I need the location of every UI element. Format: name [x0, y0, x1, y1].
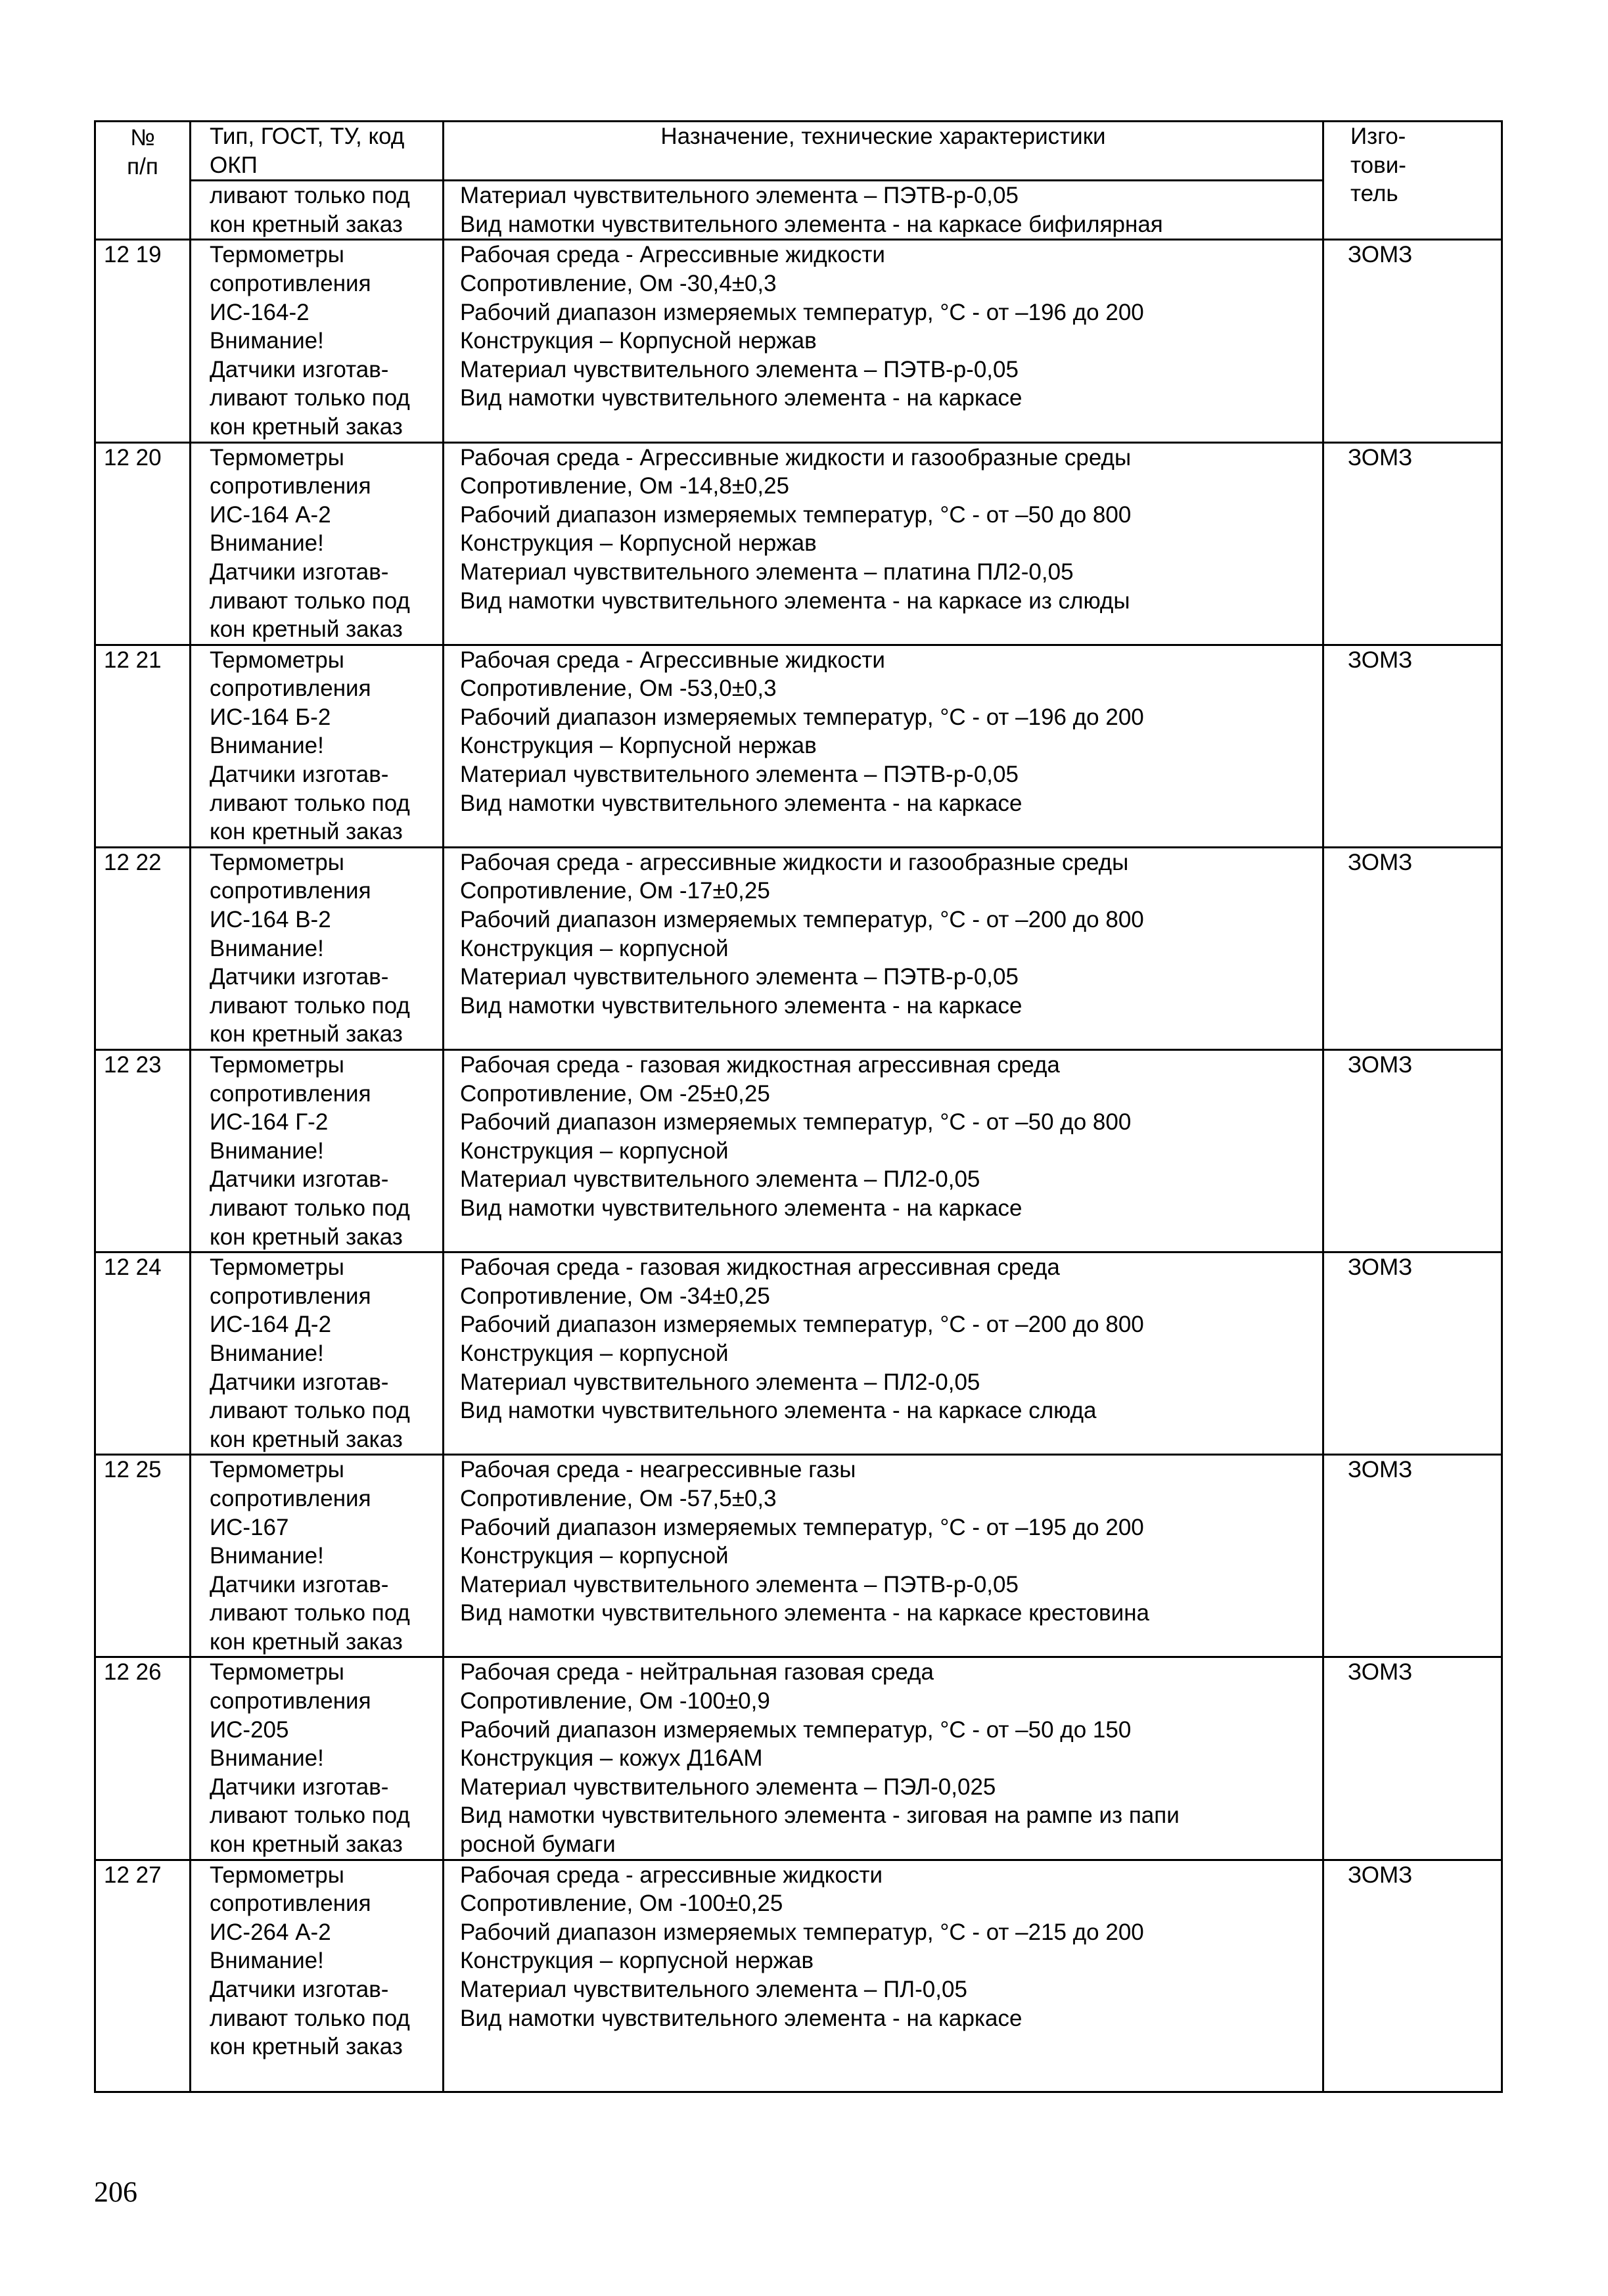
row-type-line: Внимание!: [210, 1340, 324, 1366]
row-type-line: Термометры: [210, 1862, 344, 1888]
row-description-line: Вид намотки чувствительного элемента - на каркасе: [460, 385, 1022, 411]
row-type-line: ИС-167: [210, 1514, 289, 1540]
header-manufacturer-line: Изго-: [1350, 124, 1406, 149]
table-row: [95, 1050, 1502, 1252]
row-type-line: Датчики изготав-: [210, 356, 389, 382]
row-description-line: Материал чувствительного элемента – ПЭТВ-р-0,05: [460, 1571, 1019, 1597]
row-type-line: Внимание!: [210, 1745, 324, 1772]
row-description: [444, 1455, 1323, 1657]
spec-table: [94, 120, 1503, 2093]
row-type-line: кон кретный заказ: [210, 819, 403, 845]
row-type-line: ИС-164 А-2: [210, 501, 331, 528]
row-type-line: сопротивления: [210, 1688, 371, 1714]
row-description-line: Конструкция – корпусной: [460, 1137, 729, 1164]
row-description-line: Конструкция – корпусной нержав: [460, 1948, 814, 1974]
row-type-line: Термометры: [210, 242, 344, 268]
row-description-line: Вид намотки чувствительного элемента - на каркасе: [460, 1195, 1022, 1221]
row-description-line: Рабочая среда - неагрессивные газы: [460, 1457, 856, 1483]
row-type-line: ИС-205: [210, 1716, 289, 1743]
row-type: [191, 442, 444, 645]
row-description: [444, 847, 1323, 1049]
row-description-line: Рабочая среда - агрессивные жидкости и газообразные среды: [460, 849, 1129, 875]
row-type-line: сопротивления: [210, 878, 371, 904]
row-type-line: Термометры: [210, 849, 344, 875]
row-type-line: Датчики изготав-: [210, 1369, 389, 1395]
continuation-type-line: ливают только под: [210, 183, 410, 209]
row-description-line: Материал чувствительного элемента – ПЭТВ-р-0,05: [460, 356, 1019, 382]
row-type-line: Внимание!: [210, 530, 324, 557]
header-description: [444, 122, 1323, 181]
row-type-line: ливают только под: [210, 1195, 410, 1221]
row-type-line: ИС-164-2: [210, 299, 310, 325]
row-description-line: Конструкция – корпусной: [460, 1543, 729, 1569]
table-body: [95, 240, 1502, 2092]
table-header: [95, 122, 1502, 240]
row-description-line: Материал чувствительного элемента – платина ПЛ2-0,05: [460, 559, 1074, 585]
row-description-line: Вид намотки чувствительного элемента - на каркасе: [460, 790, 1022, 816]
header-type-line: ОКП: [210, 152, 258, 178]
continuation-description-line: Материал чувствительного элемента – ПЭТВ-р-0,05: [460, 183, 1019, 209]
row-type-line: кон кретный заказ: [210, 1426, 403, 1452]
row-description: [444, 1252, 1323, 1455]
row-type-line: ливают только под: [210, 587, 410, 614]
continuation-description: [444, 181, 1323, 240]
table-row: [95, 645, 1502, 847]
row-type-line: кон кретный заказ: [210, 1224, 403, 1250]
row-type-line: Внимание!: [210, 733, 324, 759]
row-type: [191, 1050, 444, 1252]
row-type-line: кон кретный заказ: [210, 1021, 403, 1047]
row-description-line: Материал чувствительного элемента – ПЭЛ-0,025: [460, 1774, 996, 1800]
table-row: [95, 1455, 1502, 1657]
row-description-line: Сопротивление, Ом -14,8±0,25: [460, 473, 790, 499]
row-number: 12 26: [95, 1657, 191, 1860]
header-type-line: Тип, ГОСТ, ТУ, код: [210, 124, 405, 149]
row-type-line: сопротивления: [210, 270, 371, 296]
row-number: 12 24: [95, 1252, 191, 1455]
row-description-line: Сопротивление, Ом -53,0±0,3: [460, 676, 777, 702]
row-description-line: Рабочий диапазон измеряемых температур, °С - от –196 до 200: [460, 704, 1144, 730]
header-num-line: №: [130, 125, 155, 150]
table-row: [95, 240, 1502, 442]
row-type-line: сопротивления: [210, 1485, 371, 1511]
row-description-line: Вид намотки чувствительного элемента - на каркасе крестовина: [460, 1600, 1149, 1626]
row-description: [444, 1860, 1323, 2092]
row-description-line: Сопротивление, Ом -100±0,9: [460, 1688, 770, 1714]
row-type-line: ливают только под: [210, 2005, 410, 2031]
row-type-line: кон кретный заказ: [210, 1628, 403, 1655]
row-description-line: Конструкция – Корпусной нержав: [460, 530, 817, 557]
header-manufacturer: [1323, 122, 1502, 240]
header-manufacturer-line: тель: [1350, 181, 1398, 207]
row-description-line: Рабочая среда - нейтральная газовая среда: [460, 1659, 934, 1686]
row-type-line: сопротивления: [210, 1891, 371, 1917]
row-description-line: Конструкция – кожух Д16АМ: [460, 1745, 763, 1772]
row-manufacturer: ЗОМЗ: [1323, 1657, 1502, 1860]
continuation-type: [191, 181, 444, 240]
row-type-line: ИС-164 Г-2: [210, 1109, 329, 1136]
row-description-line: Сопротивление, Ом -100±0,25: [460, 1891, 783, 1917]
row-description-line: Рабочий диапазон измеряемых температур, °С - от –50 до 800: [460, 501, 1132, 528]
row-type-line: ливают только под: [210, 1600, 410, 1626]
row-type-line: Термометры: [210, 1659, 344, 1686]
row-description-line: Материал чувствительного элемента – ПЭТВ-р-0,05: [460, 762, 1019, 788]
row-description-line: Вид намотки чувствительного элемента - на каркасе: [460, 2005, 1022, 2031]
row-number: 12 21: [95, 645, 191, 847]
row-manufacturer: ЗОМЗ: [1323, 645, 1502, 847]
row-description-line: Вид намотки чувствительного элемента - зиговая на рампе из папи: [460, 1802, 1180, 1829]
row-description-line: Материал чувствительного элемента – ПЭТВ-р-0,05: [460, 964, 1019, 990]
row-description-line: Вид намотки чувствительного элемента - на каркасе из слюды: [460, 587, 1130, 614]
row-type: [191, 1657, 444, 1860]
row-type-line: Термометры: [210, 1457, 344, 1483]
row-type: [191, 847, 444, 1049]
row-description: [444, 442, 1323, 645]
row-description-line: Сопротивление, Ом -25±0,25: [460, 1080, 770, 1107]
row-manufacturer: ЗОМЗ: [1323, 1050, 1502, 1252]
page-number: 206: [94, 2176, 137, 2208]
row-type-line: Внимание!: [210, 1948, 324, 1974]
row-description-line: Рабочий диапазон измеряемых температур, °С - от –200 до 800: [460, 907, 1144, 933]
row-description-line: Рабочий диапазон измеряемых температур, °С - от –50 до 800: [460, 1109, 1132, 1136]
row-type-line: ИС-164 Д-2: [210, 1312, 332, 1338]
row-number: 12 23: [95, 1050, 191, 1252]
row-type-line: Термометры: [210, 1254, 344, 1281]
row-manufacturer: ЗОМЗ: [1323, 442, 1502, 645]
row-description-line: Рабочий диапазон измеряемых температур, °С - от –215 до 200: [460, 1919, 1144, 1945]
row-description-line: Конструкция – корпусной: [460, 935, 729, 961]
row-type-line: Внимание!: [210, 1543, 324, 1569]
header-description-text: Назначение, технические характеристики: [660, 124, 1106, 149]
row-description-line: Рабочий диапазон измеряемых температур, °С - от –196 до 200: [460, 299, 1144, 325]
row-type-line: Датчики изготав-: [210, 559, 389, 585]
row-manufacturer: ЗОМЗ: [1323, 1860, 1502, 2092]
row-manufacturer: ЗОМЗ: [1323, 847, 1502, 1049]
row-description-line: Рабочий диапазон измеряемых температур, °С - от –200 до 800: [460, 1312, 1144, 1338]
row-type-line: сопротивления: [210, 1283, 371, 1309]
row-type-line: ИС-264 А-2: [210, 1919, 331, 1945]
row-description-line: Рабочий диапазон измеряемых температур, °С - от –50 до 150: [460, 1716, 1132, 1743]
row-description-line: Материал чувствительного элемента – ПЛ-0,05: [460, 1977, 967, 2002]
row-type-line: Датчики изготав-: [210, 1774, 389, 1800]
row-type-line: Термометры: [210, 1052, 344, 1078]
row-type-line: Термометры: [210, 444, 344, 471]
row-number: 12 25: [95, 1455, 191, 1657]
row-description-line: Сопротивление, Ом -57,5±0,3: [460, 1485, 777, 1511]
row-type: [191, 1455, 444, 1657]
row-type-line: ливают только под: [210, 790, 410, 816]
row-description-line: Рабочая среда - агрессивные жидкости: [460, 1862, 883, 1888]
table-row: [95, 1860, 1502, 2092]
row-type-line: Датчики изготав-: [210, 1571, 389, 1597]
header-num: [95, 122, 191, 240]
row-type-line: ливают только под: [210, 385, 410, 411]
row-type-line: сопротивления: [210, 676, 371, 702]
row-description: [444, 1050, 1323, 1252]
row-manufacturer: ЗОМЗ: [1323, 240, 1502, 442]
row-description-line: Конструкция – корпусной: [460, 1340, 729, 1366]
row-description-line: Материал чувствительного элемента – ПЛ2-0,05: [460, 1166, 980, 1193]
header-num-line: п/п: [127, 153, 158, 179]
row-manufacturer: ЗОМЗ: [1323, 1252, 1502, 1455]
row-number: 12 27: [95, 1860, 191, 2092]
row-type-line: сопротивления: [210, 1080, 371, 1107]
row-type-line: ливают только под: [210, 1398, 410, 1424]
row-description: [444, 645, 1323, 847]
row-type-line: кон кретный заказ: [210, 1831, 403, 1858]
row-manufacturer: ЗОМЗ: [1323, 1455, 1502, 1657]
row-number: 12 20: [95, 442, 191, 645]
row-description-line: Рабочая среда - Агрессивные жидкости: [460, 647, 885, 673]
row-description-line: Сопротивление, Ом -34±0,25: [460, 1283, 770, 1309]
row-type-line: ливают только под: [210, 992, 410, 1019]
row-description-line: Рабочая среда - газовая жидкостная агрессивная среда: [460, 1254, 1060, 1281]
table-row: [95, 1657, 1502, 1860]
table-row: [95, 442, 1502, 645]
row-type: [191, 645, 444, 847]
row-type-line: Внимание!: [210, 328, 324, 354]
row-type-line: Внимание!: [210, 935, 324, 961]
row-description-line: Конструкция – Корпусной нержав: [460, 733, 817, 759]
row-type-line: Датчики изготав-: [210, 964, 389, 990]
row-description-line: росной бумаги: [460, 1831, 616, 1858]
row-type-line: Внимание!: [210, 1137, 324, 1164]
table-row: [95, 847, 1502, 1049]
row-description-line: Конструкция – Корпусной нержав: [460, 328, 817, 354]
row-type-line: Датчики изготав-: [210, 1977, 389, 2002]
row-type-line: кон кретный заказ: [210, 413, 403, 440]
row-description: [444, 240, 1323, 442]
continuation-type-line: кон кретный заказ: [210, 211, 403, 237]
row-description-line: Вид намотки чувствительного элемента - на каркасе слюда: [460, 1398, 1097, 1424]
row-description-line: Рабочая среда - газовая жидкостная агрессивная среда: [460, 1052, 1060, 1078]
row-type-line: кон кретный заказ: [210, 2034, 403, 2060]
row-description-line: Сопротивление, Ом -30,4±0,3: [460, 270, 777, 296]
row-type-line: ИС-164 В-2: [210, 907, 331, 933]
row-type: [191, 1860, 444, 2092]
row-type-line: Датчики изготав-: [210, 1166, 389, 1193]
row-description-line: Вид намотки чувствительного элемента - на каркасе: [460, 992, 1022, 1019]
row-description-line: Материал чувствительного элемента – ПЛ2-0,05: [460, 1369, 980, 1395]
row-type: [191, 1252, 444, 1455]
row-number: 12 22: [95, 847, 191, 1049]
header-manufacturer-line: тови-: [1350, 152, 1406, 178]
row-description-line: Рабочая среда - Агрессивные жидкости: [460, 242, 885, 268]
row-type-line: Термометры: [210, 647, 344, 673]
row-description: [444, 1657, 1323, 1860]
row-description-line: Рабочий диапазон измеряемых температур, °С - от –195 до 200: [460, 1514, 1144, 1540]
continuation-description-line: Вид намотки чувствительного элемента - на каркасе бифилярная: [460, 211, 1163, 237]
header-type: [191, 122, 444, 181]
row-type-line: ИС-164 Б-2: [210, 704, 331, 730]
row-type-line: Датчики изготав-: [210, 762, 389, 788]
row-type: [191, 240, 444, 442]
row-number: 12 19: [95, 240, 191, 442]
row-type-line: ливают только под: [210, 1802, 410, 1829]
continuation-row: [95, 181, 1502, 240]
row-description-line: Рабочая среда - Агрессивные жидкости и газообразные среды: [460, 444, 1132, 471]
table-row: [95, 1252, 1502, 1455]
row-type-line: сопротивления: [210, 473, 371, 499]
row-description-line: Сопротивление, Ом -17±0,25: [460, 878, 770, 904]
row-type-line: кон кретный заказ: [210, 616, 403, 643]
